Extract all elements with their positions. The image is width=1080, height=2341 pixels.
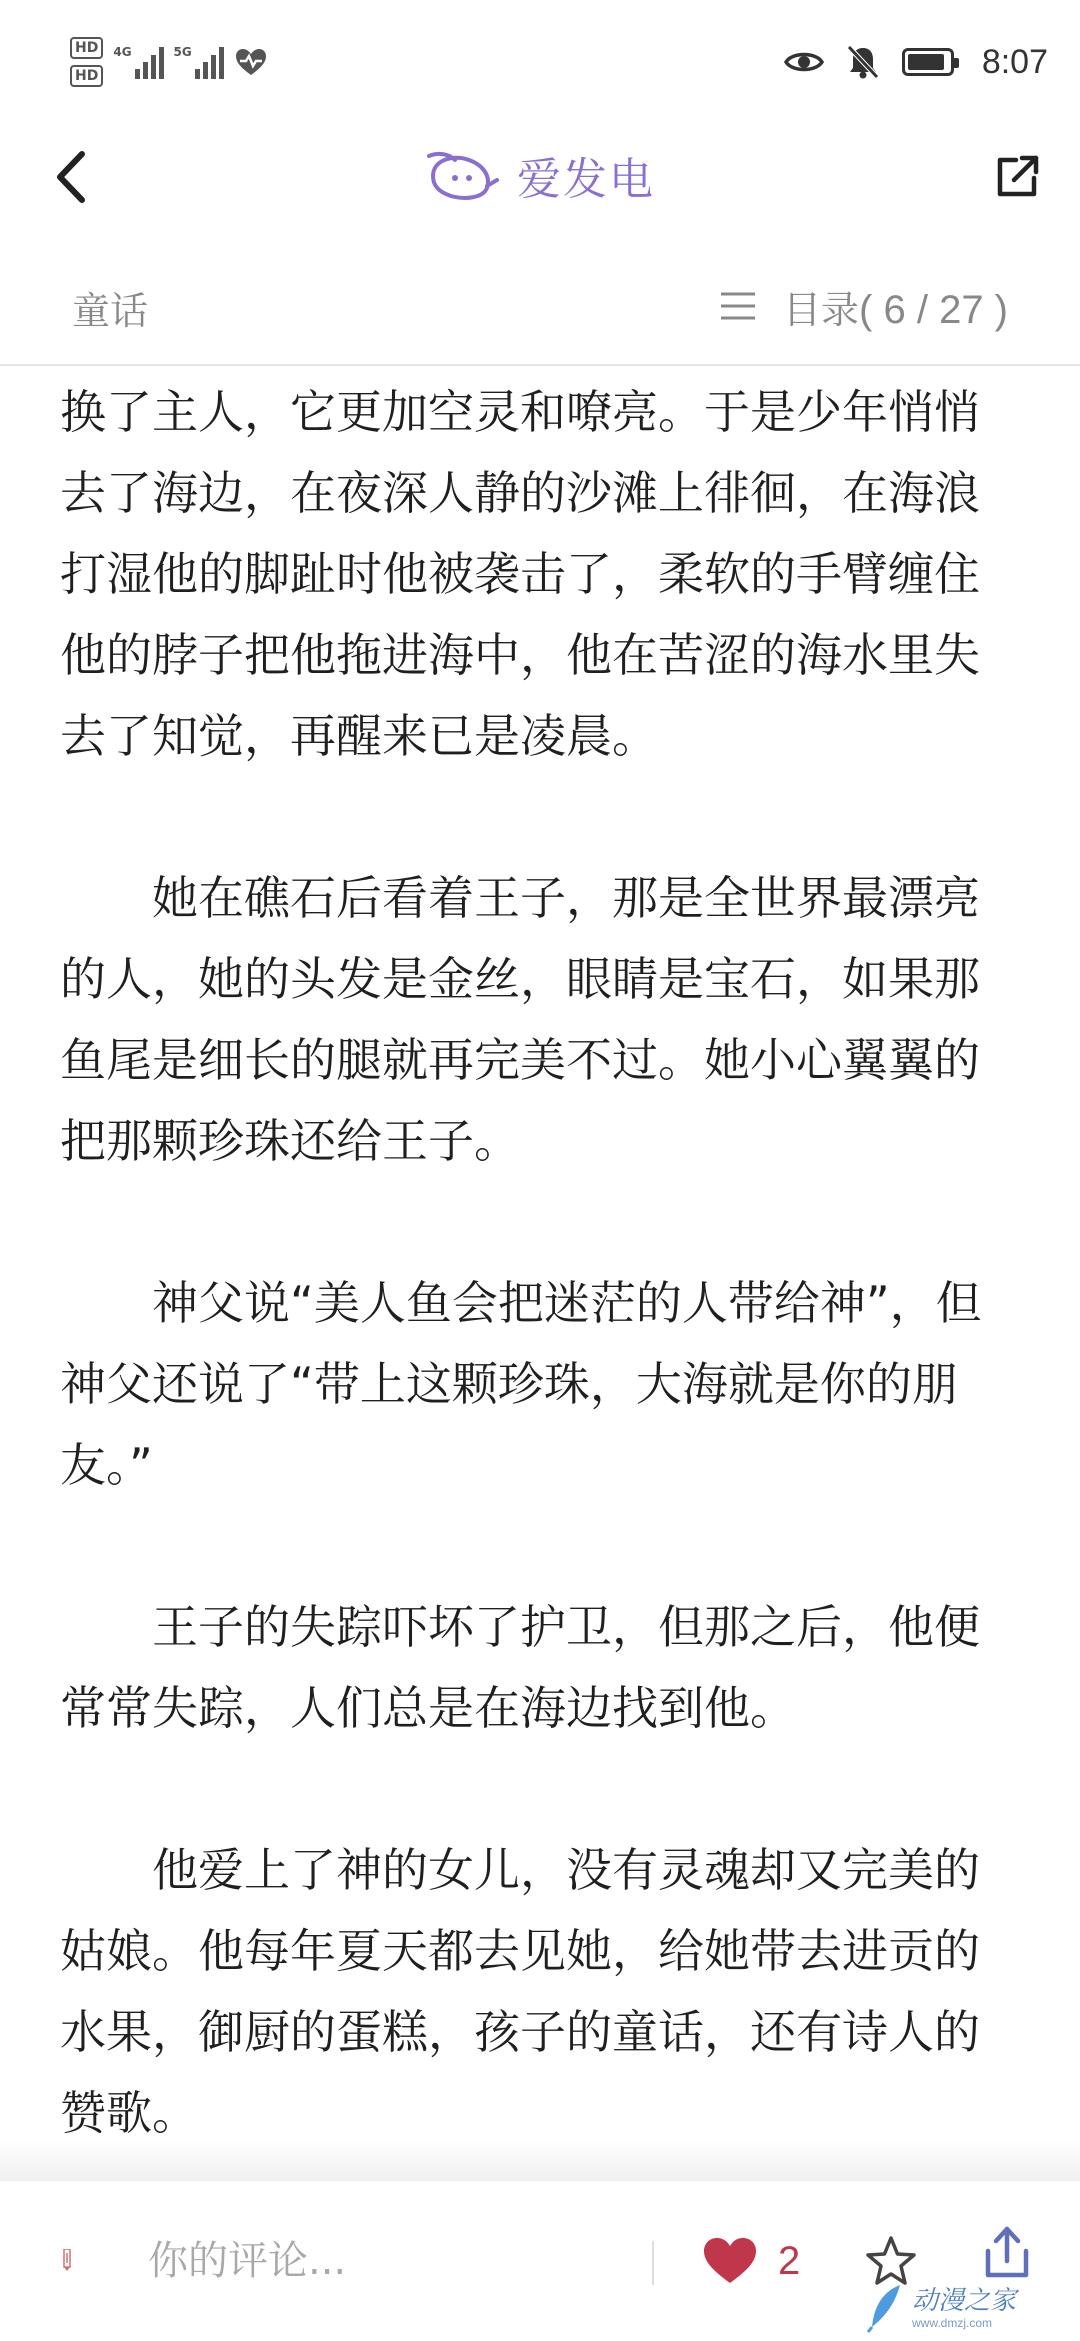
status-bar [0, 0, 1080, 120]
hd-indicators [70, 37, 103, 87]
health-heart-icon [234, 47, 268, 77]
category-label: 童话 [72, 289, 149, 333]
signal-bars-icon [195, 45, 224, 79]
external-link-icon [994, 154, 1040, 200]
heart-icon [702, 2236, 758, 2286]
article-paragraph: 神父说“美人鱼会把迷茫的人带给神”，但神父还说了“带上这颗珍珠，大海就是你的朋友。” [60, 1276, 982, 1492]
toc-label: 目录 [783, 287, 860, 332]
app-header [0, 120, 1080, 230]
open-external-button[interactable] [982, 142, 1052, 212]
net2-label: 5G [173, 45, 192, 59]
signal-4g [113, 45, 163, 79]
brand [0, 140, 1080, 210]
article-paragraph: 他爱上了神的女儿，没有灵魂却又完美的姑娘。他每年夏天都去见她，给她带去进贡的水果，御厨的蛋糕，孩子的童话，还有诗人的赞歌。 [60, 1843, 980, 2140]
list-icon [719, 290, 757, 322]
comment-input[interactable] [120, 2221, 640, 2301]
signal-bars-icon [135, 45, 164, 79]
like-button[interactable] [702, 2221, 800, 2301]
afdian-logo-icon [425, 146, 499, 204]
share-icon [982, 2225, 1032, 2281]
article-paragraph: 换了主人，它更加空灵和嘹亮。于是少年悄悄去了海边，在夜深人静的沙滩上徘徊，在海浪打湿他的脚趾时他被袭击了，柔软的手臂缠住他的脖子把他拖进海中，他在苦涩的海水里失去了知觉，再醒来已是凌晨。 [60, 385, 980, 763]
hd1-badge: HD [70, 37, 103, 59]
status-right [784, 32, 1048, 92]
status-time: 8:07 [981, 42, 1048, 81]
site-watermark [866, 2280, 1066, 2336]
toc-label-group [783, 279, 1008, 334]
article-body [60, 370, 1020, 2160]
battery-icon [902, 48, 954, 76]
pencil-icon [62, 2249, 72, 2271]
bar-divider [652, 2241, 654, 2285]
toc-count: ( 6 / 27 ) [859, 287, 1008, 332]
feather-logo-icon [866, 2283, 906, 2333]
battery-level-fill [908, 54, 944, 70]
article-paragraph: 王子的失踪吓坏了护卫，但那之后，他便常常失踪，人们总是在海边找到他。 [60, 1600, 980, 1735]
hd2-badge: HD [70, 65, 103, 87]
brand-name: 爱发电 [517, 154, 655, 205]
bell-off-icon [846, 44, 880, 80]
chapter-bar [0, 250, 1080, 366]
toc-button[interactable] [719, 276, 1008, 336]
article-paragraph: 她在礁石后看着王子，那是全世界最漂亮的人，她的头发是金丝，眼睛是宝石，如果那鱼尾是细长的腿就再完美不过。她小心翼翼的把那颗珍珠还给王子。 [60, 871, 980, 1168]
like-count: 2 [778, 2238, 801, 2283]
watermark-name: 动漫之家 [912, 2285, 1017, 2316]
status-left [70, 32, 268, 92]
signal-5g [174, 45, 224, 79]
bottom-shadow [0, 2140, 1080, 2180]
watermark-text [912, 2285, 1017, 2330]
eye-icon [784, 48, 824, 76]
net1-label: 4G [113, 45, 132, 59]
watermark-url: www.dmzj.com [912, 2315, 993, 2330]
